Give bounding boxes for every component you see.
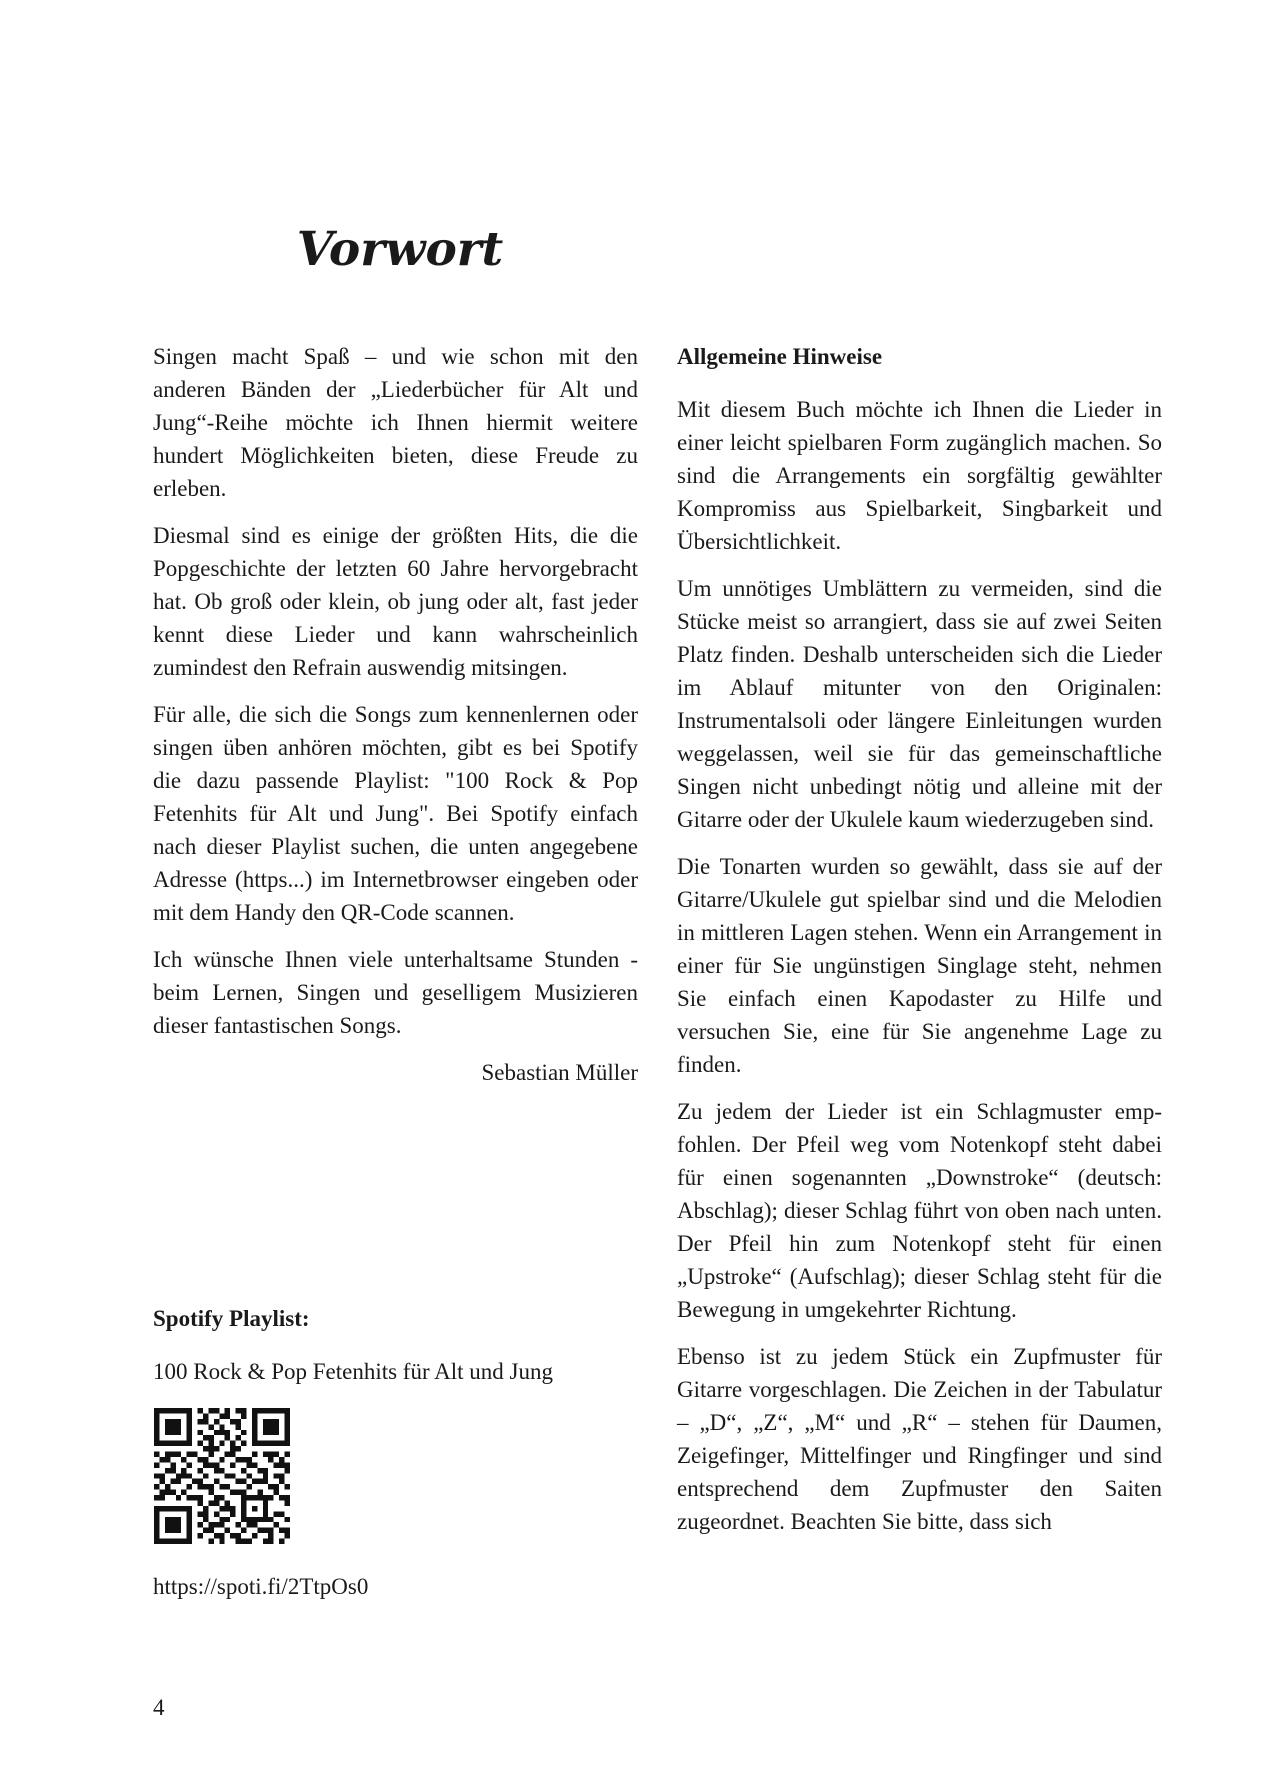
playlist-url[interactable]: https://spoti.fi/2TtpOs0 xyxy=(153,1574,369,1599)
paragraph: Die Tonarten wurden so gewählt, dass sie auf der Gitarre/Ukulele gut spielbar sind und die Melodien in mittleren Lagen stehen. Wenn ein Arrangement in einer für Sie ungünstigen Singlage steht, nehmen Sie einfach einen Kapodaster zu Hilfe und versuchen Sie, eine für Sie angenehme Lage zu finden. xyxy=(677,854,1162,1077)
left-column xyxy=(153,340,638,1103)
paragraph: Ebenso ist zu jedem Stück ein Zupfmuster für Gitarre vorgeschlagen. Die Zeichen in der Tabulatur – „D“, „Z“, „M“ und „R“ – stehen für Daumen, Zeigefinger, Mittelfinger und Ringfinger und sind entsprechend dem Zupfmuster den Saiten zugeordnet. Beachten Sie bitte, dass sich xyxy=(677,1344,1162,1534)
paragraph: Mit diesem Buch möchte ich Ihnen die Lieder in einer leicht spielbaren Form zugänglich machen. So sind die Arrangements ein sorgfältig gewählter Kompromiss aus Spielbarkeit, Singbarkeit und Übersichtlichkeit. xyxy=(677,397,1162,554)
qr-code-icon[interactable] xyxy=(154,1408,290,1544)
paragraph: Um unnötiges Umblättern zu vermeiden, sind die Stücke meist so arrangiert, dass sie auf zwei Seiten Platz finden. Deshalb unterscheiden sich die Lieder im Ablauf mitunter von den Originalen: Instrumentalsoli oder längere Einleitungen wurden weggelassen, weil sie für das gemeinschaftliche Singen nicht unbedingt nötig und alleine mit der Gitarre oder der Ukulele kaum wiederzugeben sind. xyxy=(677,576,1162,832)
page-number: 4 xyxy=(153,1695,165,1720)
playlist-name: 100 Rock & Pop Fetenhits für Alt und Jung xyxy=(153,1359,553,1384)
paragraph: Zu jedem der Lieder ist ein Schlagmuster empfohlen. Der Pfeil weg vom Notenkopf steht dabei für einen sogenannten „Downstroke“ (deutsch: Abschlag); dieser Schlag führt von oben nach unten. Der Pfeil hin zum Notenkopf steht für einen „Upstroke“ (Aufschlag); dieser Schlag steht für die Bewegung in umgekehrter Richtung. xyxy=(677,1099,1162,1322)
paragraph: Diesmal sind es einige der größten Hits, die die Popgeschichte der letzten 60 Jahre hervorgebracht hat. Ob groß oder klein, ob jung oder alt, fast jeder kennt diese Lieder und kann wahrscheinlich zumindest den Refrain auswendig mitsingen. xyxy=(153,523,638,680)
paragraph: Singen macht Spaß – und wie schon mit den anderen Bänden der „Liederbücher für Alt und Jung“-Reihe möchte ich Ihnen hiermit weitere hundert Möglichkeiten bieten, diese Freude zu erleben. xyxy=(153,344,638,501)
spotify-heading: Spotify Playlist: xyxy=(153,1306,310,1331)
spotify-playlist-section xyxy=(153,1302,638,1603)
right-column xyxy=(677,340,1162,1552)
section-heading: Allgemeine Hinweise xyxy=(677,344,883,369)
author-signature: Sebastian Müller xyxy=(481,1060,638,1085)
page-title: Vorwort xyxy=(296,222,504,277)
paragraph: Ich wünsche Ihnen viele unterhaltsame Stunden - beim Lernen, Singen und geselligem Musizieren dieser fantastischen Songs. xyxy=(153,947,638,1038)
paragraph: Für alle, die sich die Songs zum kennenlernen oder singen üben anhören möchten, gibt es bei Spotify die dazu passende Playlist: "100 Rock & Pop Fetenhits für Alt und Jung". Bei Spotify einfach nach dieser Playlist suchen, die unten angegebene Adresse (https...) im Internetbrowser eingeben oder mit dem Handy den QR-Code scannen. xyxy=(153,702,638,925)
